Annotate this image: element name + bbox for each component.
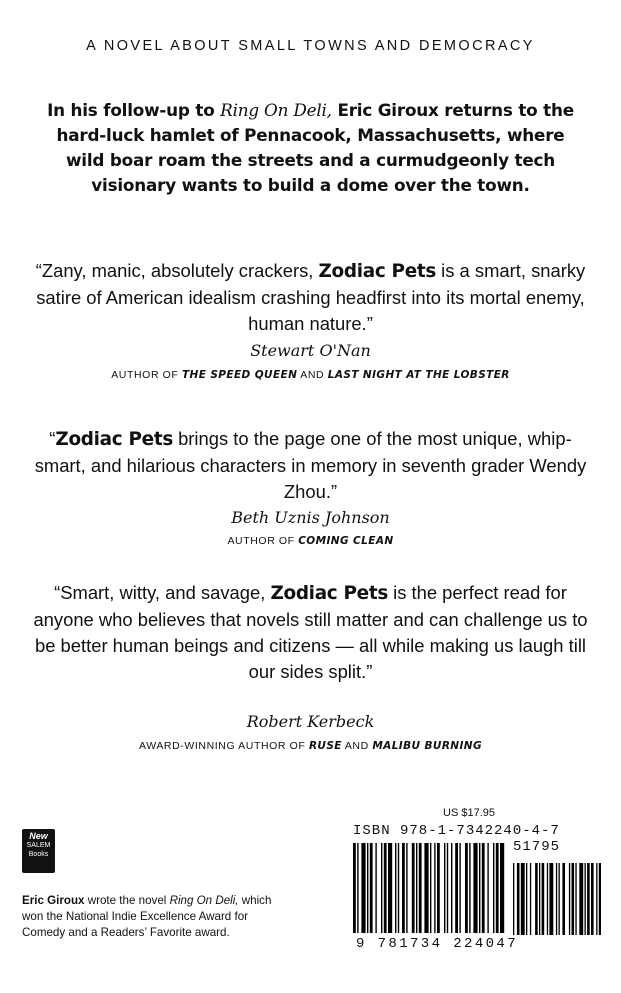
- barcode-bar: [482, 843, 485, 933]
- addon-bar: [596, 863, 597, 935]
- quote-book-title: Zodiac Pets: [270, 583, 388, 604]
- barcode-bar: [395, 843, 396, 933]
- isbn-barcode: [353, 843, 601, 935]
- barcode-bar: [419, 843, 422, 933]
- barcode-bar: [455, 843, 458, 933]
- review-author-signature-1: Stewart O'Nan: [250, 341, 371, 360]
- quote-text: “Zany, manic, absolutely crackers,: [35, 260, 319, 281]
- barcode-bar: [451, 843, 452, 933]
- barcode-bar: [402, 843, 405, 933]
- addon-bar: [549, 863, 553, 935]
- addon-bar: [575, 863, 576, 935]
- addon-bar: [591, 863, 594, 935]
- barcode-bar: [459, 843, 460, 933]
- barcode-bar: [493, 843, 494, 933]
- barcode-bar: [384, 843, 387, 933]
- bio-text: wrote the novel: [84, 894, 170, 907]
- barcode-bar: [500, 843, 504, 933]
- barcode-bar: [416, 843, 417, 933]
- review-quote-3: [30, 580, 591, 685]
- quote-book-title: Zodiac Pets: [318, 261, 437, 282]
- credit-text: AND: [297, 369, 328, 381]
- barcode-bar: [465, 843, 468, 933]
- barcode-bar: [496, 843, 499, 933]
- addon-bar: [599, 863, 601, 935]
- ean-digits: 9 781734 224047: [356, 936, 519, 952]
- review-author-credit-1: [0, 369, 621, 381]
- addon-bar: [547, 863, 548, 935]
- credit-text: AUTHOR OF: [111, 369, 182, 381]
- bio-book-title: Ring On Deli,: [169, 894, 239, 907]
- addon-bar: [559, 863, 560, 935]
- barcode-bar: [469, 843, 470, 933]
- quote-book-title: Zodiac Pets: [55, 429, 173, 450]
- barcode-addon-digits: 51795: [513, 839, 561, 855]
- addon-bar: [569, 863, 570, 935]
- barcode-bar: [424, 843, 428, 933]
- logo-line-1: New: [29, 831, 48, 841]
- quote-text: brings to the page one of the most unique, whip-smart, and hilarious characters in memory in seventh grader Wendy Zhou.”: [34, 428, 587, 502]
- addon-bar: [572, 863, 575, 935]
- author-name: Eric Giroux: [22, 894, 85, 907]
- addon-bar: [530, 863, 531, 935]
- credit-book-title: MALIBU BURNING: [372, 740, 483, 752]
- addon-bar: [539, 863, 540, 935]
- barcode-bar: [437, 843, 440, 933]
- isbn-label: ISBN 978-1-7342240-4-7: [353, 823, 560, 839]
- author-bio: [22, 893, 272, 941]
- barcode-bar: [388, 843, 392, 933]
- bio-text: which won the National Indie Excellence Award for Comedy and a Readers’ Favorite award.: [22, 894, 272, 939]
- barcode-bar: [479, 843, 480, 933]
- addon-bar: [585, 863, 586, 935]
- barcode-bar: [370, 843, 373, 933]
- barcode-bar: [367, 843, 368, 933]
- addon-bar: [521, 863, 525, 935]
- price-label: US $17.95: [443, 807, 495, 819]
- logo-line-2: SALEM: [26, 842, 51, 849]
- credit-text: AND: [341, 740, 373, 752]
- addon-bar: [562, 863, 565, 935]
- credit-book-title: COMING CLEAN: [298, 535, 394, 547]
- addon-bar: [556, 863, 557, 935]
- credit-book-title: THE SPEED QUEEN: [181, 369, 298, 381]
- barcode-bar: [353, 843, 356, 933]
- quote-text: is a smart, snarky satire of American idealism crashing headfirst into its mortal enemy, human nature.”: [36, 260, 586, 334]
- quote-text: is the perfect read for anyone who believes that novels still matter and can challenge us to be better human beings and citizens — all while making us laugh till our sides split.”: [33, 582, 588, 682]
- barcode-bar: [447, 843, 448, 933]
- credit-book-title: RUSE: [308, 740, 342, 752]
- review-quote-1: [30, 258, 591, 337]
- barcode-bar: [473, 843, 477, 933]
- tagline: A NOVEL ABOUT SMALL TOWNS AND DEMOCRACY: [86, 38, 535, 54]
- barcode-bar: [361, 843, 365, 933]
- logo-line-3: Books: [28, 851, 49, 858]
- barcode-bar: [444, 843, 445, 933]
- review-author-signature-2: Beth Uznis Johnson: [231, 508, 390, 527]
- addon-bar: [587, 863, 590, 935]
- addon-bar: [535, 863, 538, 935]
- blurb-book-title: Ring On Deli,: [220, 100, 332, 120]
- credit-book-title: LAST NIGHT AT THE LOBSTER: [327, 369, 510, 381]
- addon-bar: [579, 863, 583, 935]
- barcode-bar: [406, 843, 407, 933]
- blurb-text-end: Eric Giroux returns to the hard-luck hamlet of Pennacook, Massachusetts, where wild boar roam the streets and a curmudgeonly tech visionary wants to build a dome over the town.: [56, 100, 574, 195]
- publisher-logo: [22, 829, 55, 873]
- credit-text: AUTHOR OF: [227, 535, 299, 547]
- review-author-credit-2: [0, 535, 621, 547]
- review-author-signature-3: Robert Kerbeck: [246, 712, 375, 731]
- barcode-bar: [434, 843, 435, 933]
- review-quote-2: [30, 426, 591, 505]
- barcode-bar: [412, 843, 415, 933]
- barcode-bar: [381, 843, 382, 933]
- barcode-bar: [487, 843, 488, 933]
- barcode-bar: [375, 843, 376, 933]
- review-author-credit-3: [0, 740, 621, 752]
- barcode-bar: [398, 843, 399, 933]
- blurb-text-start: In his follow-up to: [47, 100, 221, 120]
- quote-text: “Smart, witty, and savage,: [54, 582, 271, 603]
- credit-text: AWARD-WINNING AUTHOR OF: [138, 740, 309, 752]
- addon-bar: [542, 863, 545, 935]
- book-blurb: [36, 98, 585, 198]
- addon-bar: [517, 863, 520, 935]
- quote-text: “: [49, 428, 56, 449]
- barcode-bar: [430, 843, 431, 933]
- addon-bar: [526, 863, 527, 935]
- barcode-bar: [357, 843, 358, 933]
- addon-bar: [513, 863, 514, 935]
